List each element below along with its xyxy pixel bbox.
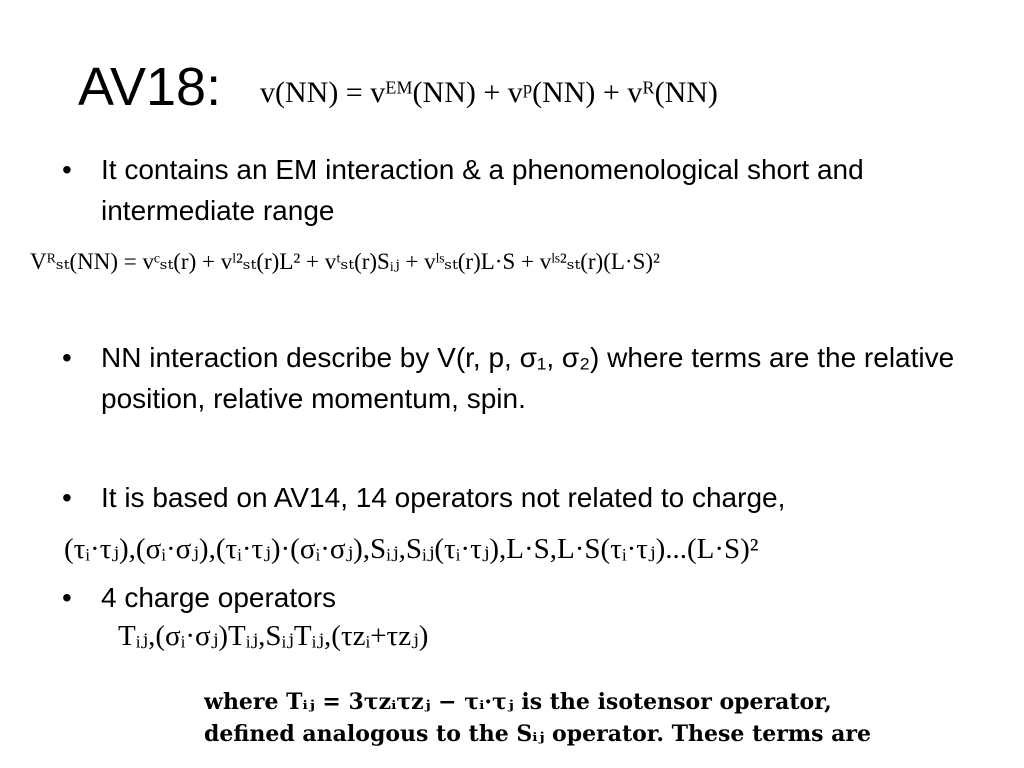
- bullet-marker: •: [62, 342, 72, 373]
- bullet-item: [62, 337, 992, 419]
- charge-operators-equation: Tᵢⱼ,(σᵢ·σⱼ)Tᵢⱼ,SᵢⱼTᵢⱼ,(τzᵢ+τzⱼ): [118, 620, 429, 652]
- slide-title: AV18:: [78, 57, 222, 117]
- bullet-item: [62, 149, 992, 231]
- bullet-marker: •: [62, 482, 72, 513]
- note-line: where Tᵢⱼ = 3τzᵢτzⱼ − τᵢ·τⱼ is the isotensor operator,: [204, 689, 832, 715]
- bullet-text: It is based on AV14, 14 operators not related to charge,: [101, 482, 786, 513]
- note-line: defined analogous to the Sᵢⱼ operator. These terms are: [204, 721, 872, 747]
- potential-equation: Vᴿₛₜ(NN) = vᶜₛₜ(r) + vˡ²ₛₜ(r)L² + vᵗₛₜ(r)Sᵢⱼ + vˡˢₛₜ(r)L·S + vˡˢ²ₛₜ(r)(L·S)²: [30, 249, 660, 274]
- bullet-text: 4 charge operators: [101, 582, 337, 613]
- bullet-item: [62, 477, 992, 518]
- excerpt-note: [204, 686, 1004, 750]
- bullet-text: It contains an EM interaction & a phenomenological short and intermediate range: [101, 154, 864, 226]
- bullet-marker: •: [62, 582, 72, 613]
- bullet-marker: •: [62, 154, 72, 185]
- title-equation: v(NN) = vᴱᴹ(NN) + vᵖ(NN) + vᴿ(NN): [260, 76, 718, 109]
- bullet-item: [62, 577, 992, 618]
- operators-equation: (τᵢ·τⱼ),(σᵢ·σⱼ),(τᵢ·τⱼ)·(σᵢ·σⱼ),Sᵢⱼ,Sᵢⱼ(τᵢ·τⱼ),L·S,L·S(τᵢ·τⱼ)...(L·S)²: [64, 533, 759, 565]
- bullet-text: NN interaction describe by V(r, p, σ₁, σ₂) where terms are the relative position, relative momentum, spin.: [101, 342, 955, 414]
